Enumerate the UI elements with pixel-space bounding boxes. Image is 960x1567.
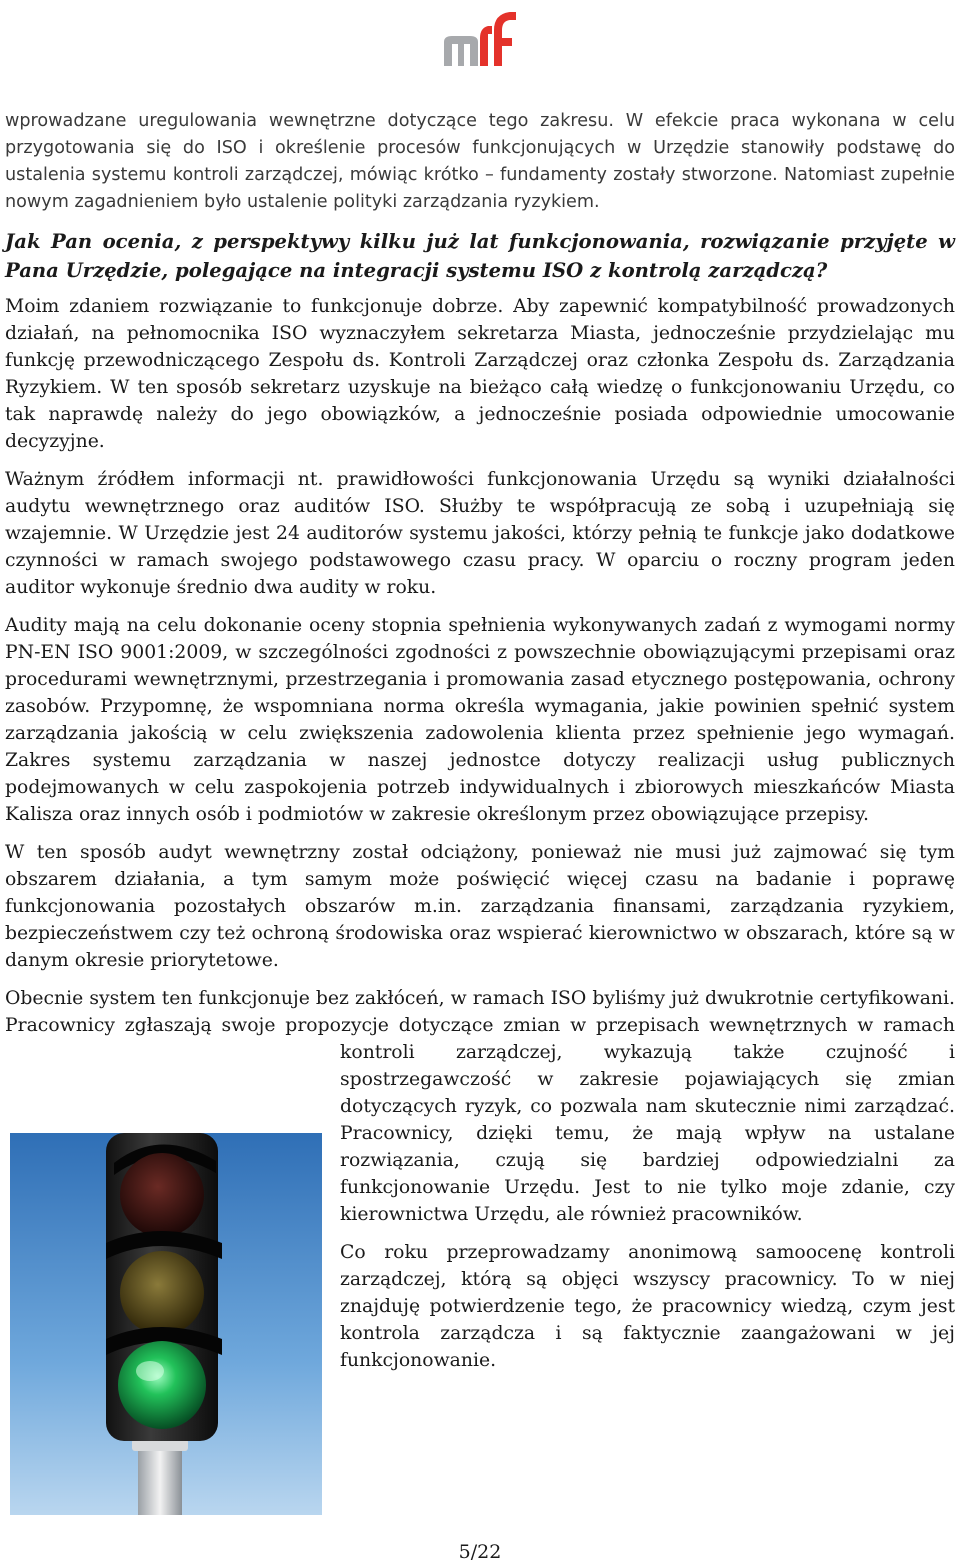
logo-gray-part: [444, 36, 478, 66]
paragraph-answer-2: Ważnym źródłem informacji nt. prawidłowości funkcjonowania Urzędu są wyniki działalności audytu wewnętrznego oraz auditów ISO. Służby te współpracują ze sobą i uzupełniają się wzajemnie. W Urzędzie jest 24 auditorów systemu jakości, którzy pełnią te funkcje jako dodatkowe czynności w ramach swojego podstawowego czasu pracy. W oparciu o roczny program jeden auditor wykonuje średnio dwa audity w roku.: [5, 469, 955, 598]
interview-question: Jak Pan ocenia, z perspektywy kilku już lat funkcjonowania, rozwiązanie przyjęte w Pana Urzędzie, polegające na integracji systemu ISO z kontrolą zarządczą?: [5, 230, 955, 282]
paragraph-answer-1: Moim zdaniem rozwiązanie to funkcjonuje dobrze. Aby zapewnić kompatybilność prowadzonych działań, na pełnomocnika ISO wyznaczyłem sekretarza Miasta, jednocześnie przydzielając mu funkcję przewodniczącego Zespołu ds. Kontroli Zarządczej oraz członka Zespołu ds. Zarządzania Ryzykiem. W ten sposób sekretarz uzyskuje na bieżąco całą wiedzę o funkcjonowaniu Urzędu, co tak naprawdę należy do jego obowiązków, a jednocześnie posiada odpowiednie umocowanie decyzyjne.: [5, 296, 955, 452]
traffic-light-figure: [10, 1133, 322, 1515]
paragraph-answer-3: Audity mają na celu dokonanie oceny stopnia spełnienia wykonywanych zadań z wymogami normy PN-EN ISO 9001:2009, w szczególności zgodności z powszechnie obowiązującymi przepisami oraz procedurami wewnętrznymi, przestrzegania i promowania zasad etycznego postępowania, ochrony zasobów. Przypomnę, że wspomniana norma określa wymagania, jakie powinien spełnić system zarządzania jakością w celu zwiększenia zadowolenia klienta przez spełnienie jego wymagań. Zakres systemu zarządzania w naszej jednostce dotyczy realizacji usług publicznych podejmowanych w celu zaspokojenia potrzeb indywidualnych i zbiorowych mieszkańców Miasta Kalisza oraz innych osób i podmiotów w zakresie określonym przez obowiązujące przepisy.: [5, 615, 955, 825]
mrf-logo: [440, 8, 520, 68]
paragraph-answer-6: Co roku przeprowadzamy anonimową samoocenę kontroli zarządczej, którą są objęci wszyscy pracownicy. To w niej znajduję potwierdzenie tego, że pracownicy wiedzą, czym jest kontrola zarządcza i są faktycznie zaangażowani w jej funkcjonowanie.: [340, 1242, 955, 1371]
page-number: 5/22: [458, 1541, 502, 1563]
mrf-logo-icon: [440, 8, 520, 68]
paragraph-answer-5-text: Obecnie system ten funkcjonuje bez zakłóceń, w ramach ISO byliśmy już dwukrotnie certyfikowani. Pracownicy zgłaszają swoje propozycje dotyczące zmian w przepisach wewnętrznych w ramach kontroli zarządczej, wykazują także czujność i spostrzegawczość w zakresie pojawiających się zmian dotyczących ryzyk, co pozwala nam skutecznie nimi zarządzać. Pracownicy, dzięki temu, że mają wpływ na ustalane rozwiązania, czują się bardziej odpowiedzialni za funkcjonowanie Urzędu. Jest to nie tylko moje zdanie, czy kierownictwa Urzędu, ale również pracowników.: [5, 988, 955, 1225]
logo-red-part: [480, 12, 516, 66]
green-lamp: [118, 1341, 206, 1429]
paragraph-answer-4: W ten sposób audyt wewnętrzny został odciążony, ponieważ nie musi już zajmować się tym obszarem działania, a tym samym może poświęcić więcej czasu na badanie i poprawę funkcjonowania pozostałych obszarów m.in. zarządzania finansami, zarządzania ryzykiem, bezpieczeństwem czy też ochroną środowiska oraz wspierać kierownictwo w obszarach, które są w danym okresie priorytetowe.: [5, 842, 955, 971]
red-lamp: [120, 1153, 204, 1237]
traffic-light-icon: [10, 1133, 322, 1515]
green-highlight: [136, 1361, 164, 1381]
yellow-lamp: [120, 1251, 204, 1335]
paragraph-intro: wprowadzane uregulowania wewnętrzne dotyczące tego zakresu. W efekcie praca wykonana w celu przygotowania się do ISO i określenie procesów funkcjonujących w Urzędzie stanowiły podstawę do ustalenia systemu kontroli zarządczej, mówiąc krótko – fundamenty zostały stworzone. Natomiast zupełnie nowym zagadnieniem było ustalenie polityki zarządzania ryzykiem.: [5, 111, 955, 212]
